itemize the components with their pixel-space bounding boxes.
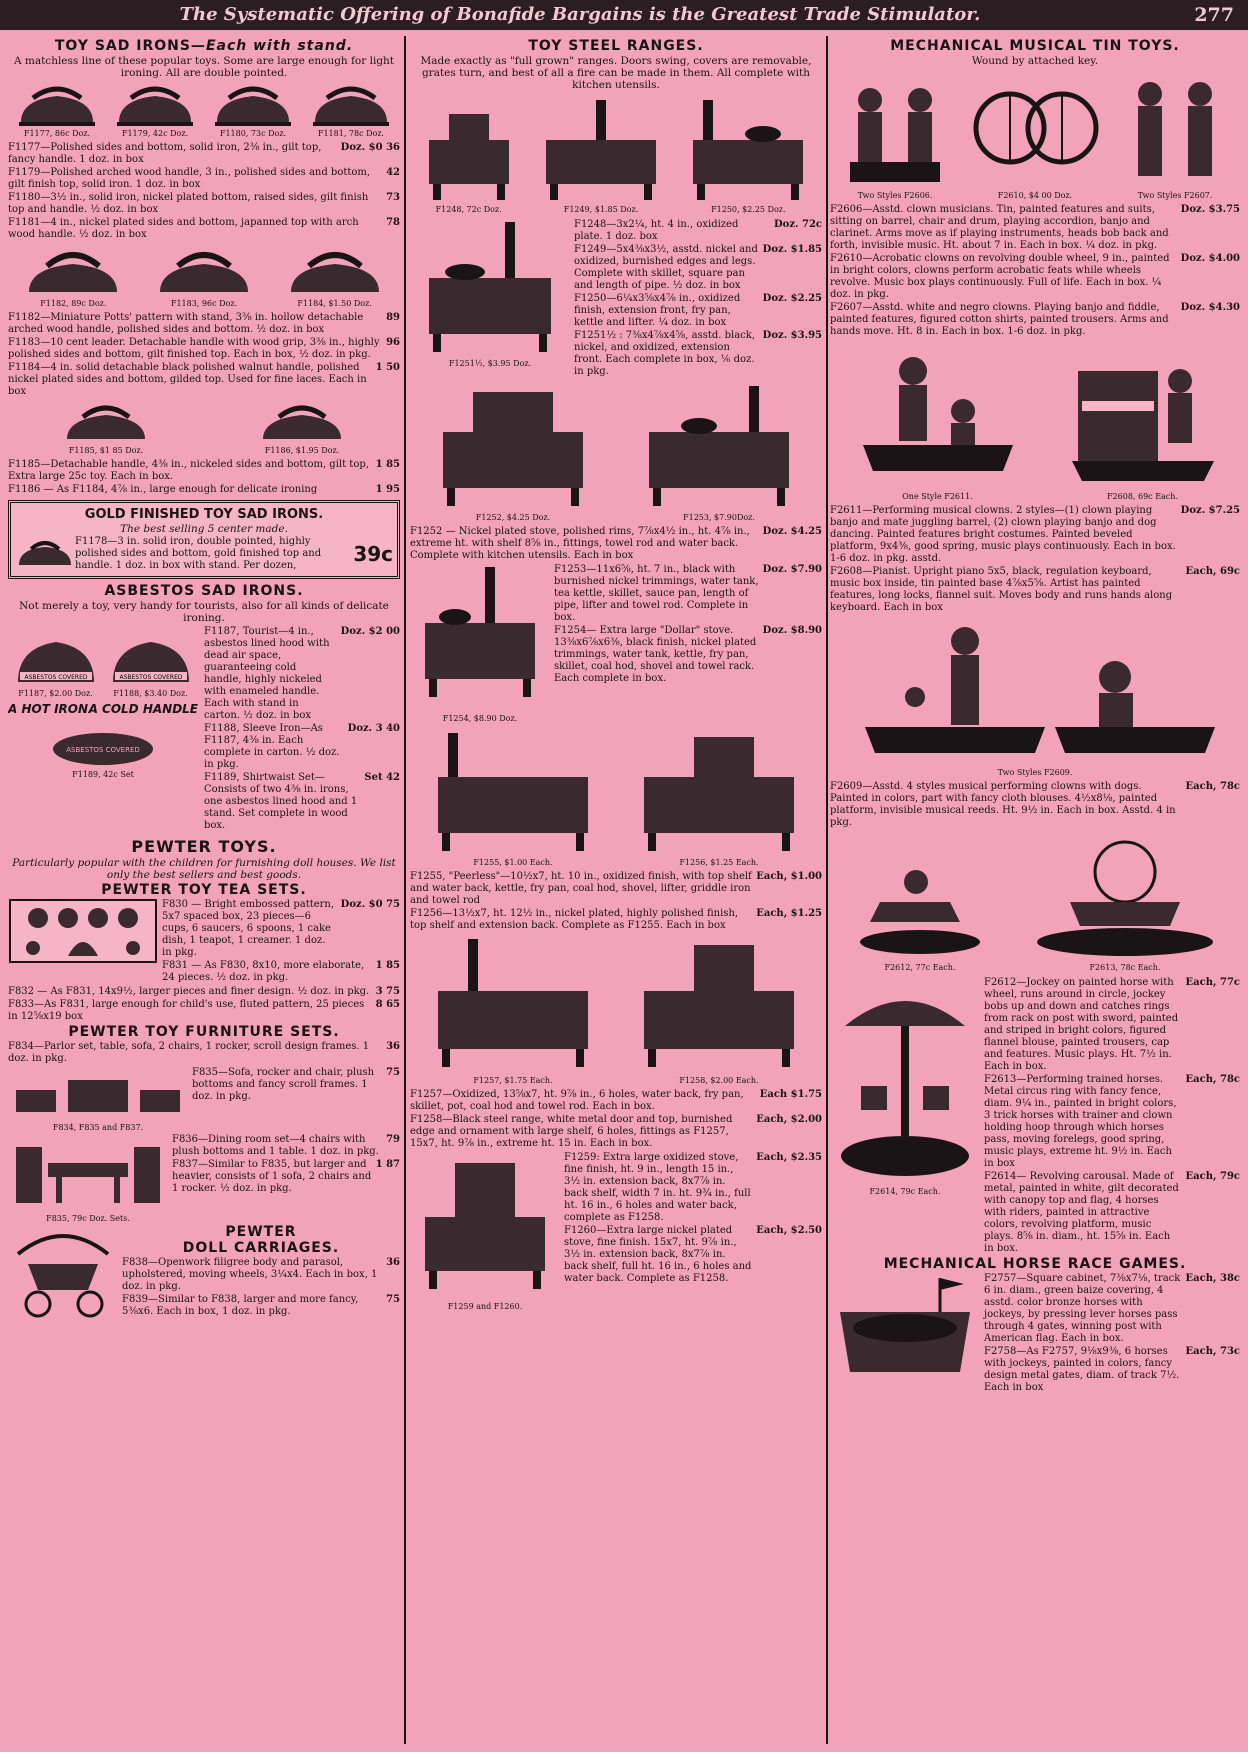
price-entry: F2609—Asstd. 4 styles musical performing clowns with dogs. Painted in colors, part with fancy cloth blouses. 4½x8⅛, painted platform, invisible musical reeds. Ht. 9½ in. Each in box. Asstd. 4 in pkg. Each, 78c bbox=[830, 781, 1240, 828]
range-entries bbox=[550, 563, 822, 724]
range-block bbox=[410, 563, 822, 724]
clowns-with-dogs-cut: Two Styles F2609. bbox=[845, 617, 1225, 778]
iron-cut: F1179, 42c Doz. bbox=[113, 82, 197, 139]
price-entry: F1251½ : 7⅜x4⅞x4⅝, asstd. black, nickel, and oxidized, extension front. Each complete in box, ⅙ doz. in pkg. Doz. $3.95 bbox=[574, 330, 822, 377]
pianist-cut: F2608, 69c Each. bbox=[1068, 341, 1218, 502]
toy-sad-irons-section bbox=[8, 38, 400, 496]
tea-set-illustration bbox=[8, 898, 158, 964]
range-illustrations bbox=[410, 382, 822, 523]
range-entries bbox=[570, 218, 822, 379]
iron-cut: F1184, $1.50 Doz. bbox=[285, 244, 385, 309]
range-cut: F1250, $2.25 Doz. bbox=[683, 94, 813, 215]
price-entry: F1183—10 cent leader. Detachable handle with wood grip, 3⅜ in., highly polished sides and bottom, gilt finished top. Each in box, ½ doz. in pkg. 96 bbox=[8, 337, 400, 360]
iron-cut: F1186, $1.95 Doz. bbox=[257, 401, 347, 456]
price-entry: F1182—Miniature Potts' pattern with stand, 3⅜ in. hollow detachable arched wood handle, polished sides and bottom. ½ doz. in box 89 bbox=[8, 312, 400, 335]
range-cut: F1255, $1.00 Each. bbox=[428, 727, 598, 868]
furniture-block bbox=[8, 1066, 400, 1133]
section-title: TOY STEEL RANGES. bbox=[528, 38, 704, 54]
section-title: PEWTER TOY FURNITURE SETS. bbox=[68, 1024, 340, 1040]
asbestos-iron-cut: ASBESTOS COVERED F1188, $3.40 Doz. bbox=[107, 628, 195, 699]
price-entry: F1186 — As F1184, 4⅞ in., large enough for delicate ironing 1 95 bbox=[8, 484, 400, 495]
price-entry: F1256—13½x7, ht. 12½ in., nickel plated, highly polished finish, top shelf and extension back. Complete as F1255. Each in box Each, $1.25 bbox=[410, 908, 822, 931]
price-entry: F1187, Tourist—4 in., asbestos lined hood with dead air space, guaranteeing cold handle, highly nickeled with enameled handle. Each with stand in carton. ½ doz. in box Doz. $2 00 bbox=[204, 626, 400, 721]
section-intro: Made exactly as "full grown" ranges. Doors swing, covers are removable, grates turn, and best of all a fire can be made in them. All complete with kitchen utensils. bbox=[420, 55, 812, 91]
column-middle bbox=[410, 38, 822, 1744]
price-entry: F836—Dining room set—4 chairs with plush bottoms and 1 table. 1 doz. in pkg. 79 bbox=[172, 1134, 400, 1157]
price-entry: F832 — As F831, 14x9½, larger pieces and finer design. ½ doz. in pkg. 3 75 bbox=[8, 986, 400, 997]
column-right bbox=[830, 38, 1240, 1744]
price-entry: F1188, Sleeve Iron—As F1187, 4⅜ in. Each complete in carton. ½ doz. in pkg. Doz. 3 40 bbox=[204, 723, 400, 770]
section-title: TOY SAD IRONS—Each with stand. bbox=[54, 38, 354, 54]
price-entry: F835—Sofa, rocker and chair, plush bottoms and fancy scroll frames. 1 doz. in pkg. 75 bbox=[192, 1067, 400, 1102]
asbestos-illustrations bbox=[8, 625, 198, 833]
carriage-entries bbox=[118, 1224, 400, 1320]
price-entry: F1248—3x2¼, ht. 4 in., oxidized plate. 1 doz. box Doz. 72c bbox=[574, 219, 822, 242]
price-entry: F2612—Jockey on painted horse with wheel, runs around in circle, jockey bobs up and down and catches rings from rack on post with sword, painted and striped in bright colors, figured flannel blouse, painted trousers, cap and features. Music plays. Ht. 7½ in. Each in box. Each, 77c bbox=[984, 977, 1240, 1072]
tea-entries bbox=[158, 898, 400, 985]
price-entry: F1260—Extra large nickel plated stove, fine finish. 15x7, ht. 9⅞ in., 3½ in. extension back, 8x7⅞ in. back shelf, full ht. 16 in., 6 holes and water back. Complete as F1258. Each, $2.50 bbox=[564, 1225, 822, 1284]
section-title: GOLD FINISHED TOY SAD IRONS. bbox=[84, 507, 324, 522]
price-entry: F1252 — Nickel plated stove, polished rims, 7⅞x4½ in., ht. 4⅞ in., extreme ht. with shelf 8⅝ in., fittings, towel rod and water back. Complete with kitchen utensils. Each in box Doz. $4.25 bbox=[410, 526, 822, 561]
range-cut: F1257, $1.75 Each. bbox=[428, 935, 598, 1086]
price-entry: F1255, "Peerless"—10½x7, ht. 10 in., oxidized finish, with top shelf and water back, kettle, fry pan, coal hod, shovel, lifter, griddle iron and towel rod Each, $1.00 bbox=[410, 871, 822, 906]
gold-sad-irons-box bbox=[8, 500, 400, 579]
asbestos-iron-cut: ASBESTOS COVERED F1187, $2.00 Doz. bbox=[12, 628, 100, 699]
section-title: MECHANICAL HORSE RACE GAMES. bbox=[883, 1256, 1187, 1272]
page-number: 277 bbox=[1194, 4, 1234, 26]
iron-illustrations bbox=[8, 244, 400, 309]
clown-musicians-cut: Two Styles F2607. bbox=[1120, 70, 1230, 201]
cover-label: ASBESTOS COVERED bbox=[66, 746, 140, 754]
range-cut: F1248, 72c Doz. bbox=[419, 94, 519, 215]
horse-race-illustration bbox=[830, 1272, 980, 1382]
price-entry: F1257—Oxidized, 13⅝x7, ht. 9⅞ in., 6 holes, water back, fry pan, skillet, pot, coal hod and towel rod. Each in box. Each $1.75 bbox=[410, 1089, 822, 1112]
price-entry: F2607—Asstd. white and negro clowns. Playing banjo and fiddle, painted features, figured cotton shirts, painted trousers. Arms and hands move. Ht. 8 in. Each in box. 1-6 doz. in pkg. Doz. $4.30 bbox=[830, 302, 1240, 337]
clown-musicians-cut: Two Styles F2606. bbox=[840, 70, 950, 201]
gold-iron-icon bbox=[15, 537, 75, 571]
iron-cut: F1180, 73c Doz. bbox=[211, 82, 295, 139]
carousel-block bbox=[830, 976, 1240, 1256]
price-entry: F1258—Black steel range, white metal door and top, burnished edge and ornament with large shelf, 6 holes, fittings as F1257, 15x7, ht. 9⅞ in., extreme ht. 15 in. Each in box. Each, $2.00 bbox=[410, 1114, 822, 1149]
carriage-block bbox=[8, 1224, 400, 1320]
iron-illustrations bbox=[8, 82, 400, 139]
price-entry: F1184—4 in. solid detachable black polished walnut handle, polished nickel plated sides and bottom, gilded top. Used for fine laces. Each in box 1 50 bbox=[8, 362, 400, 397]
price-entry: F2610—Acrobatic clowns on revolving double wheel, 9 in., painted in bright colors, clowns perform acrobatic feats while wheels revolve. Music box plays continuously. Full of life. Each in box. ¼ doz. in pkg. Doz. $4.00 bbox=[830, 253, 1240, 300]
section-title: PEWTER TOY TEA SETS. bbox=[101, 882, 307, 898]
trained-horses-cut: F2613, 78c Each. bbox=[1030, 832, 1220, 973]
price-entry: F1254— Extra large "Dollar" stove. 13⅜x6⅞x6⅜, black finish, nickel plated trimmings, water tank, kettle, fry pan, skillet, coal hod, shovel and towel rack. Each complete in box. Doz. $8.90 bbox=[554, 625, 822, 684]
asbestos-section bbox=[8, 583, 400, 833]
section-subtitle: The best selling 5 center made. bbox=[120, 523, 288, 535]
section-intro: Particularly popular with the children for furnishing doll houses. We list only the best sellers and best goods. bbox=[12, 857, 396, 881]
range-cut: F1258, $2.00 Each. bbox=[634, 935, 804, 1086]
range-cut: F1251½, $3.95 Doz. bbox=[410, 218, 570, 379]
dining-set-cut: F835, 79c Doz. Sets. bbox=[8, 1133, 168, 1224]
running-title: The Systematic Offering of Bonafide Bargains is the Greatest Trade Stimulator. bbox=[179, 4, 981, 25]
price-entry: F2613—Performing trained horses. Metal circus ring with fancy fence, diam. 9¼ in., painted in bright colors, 3 trick horses with trainer and clown holding hoop through which horses pass, moving forelegs, good spring, music plays, extreme ht. 9½ in. Each in box Each, 78c bbox=[984, 1074, 1240, 1169]
price-entry: F2614— Revolving carousal. Made of metal, painted in white, gilt decorated with canopy top and flag, 4 horses with riders, painted in attractive colors, revolving platform, music plays. 8⅝ in. diam., ht. 15⅝ in. Each in box. Each, 79c bbox=[984, 1171, 1240, 1254]
column-rule bbox=[404, 36, 406, 1744]
range-cut: F1254, $8.90 Doz. bbox=[410, 563, 550, 724]
price-entry: F2611—Performing musical clowns. 2 styles—(1) clown playing banjo and mate juggling barrel, (2) clown playing banjo and dog dancing. Painted features bright costumes. Painted beveled platform, 9x4⅜, good spring, music plays continuously. Each in box. 1-6 doz. in pkg. asstd. Doz. $7.25 bbox=[830, 505, 1240, 564]
section-title: DOLL CARRIAGES. bbox=[182, 1240, 340, 1256]
column-rule bbox=[826, 36, 828, 1744]
price-entry: F1179—Polished arched wood handle, 3 in., polished sides and bottom, gilt finish top, solid iron. 1 doz. in box 42 bbox=[8, 167, 400, 190]
musical-toys-section bbox=[830, 38, 1240, 1395]
range-cut: F1256, $1.25 Each. bbox=[634, 727, 804, 868]
price-entry: F1180—3½ in., solid iron, nickel plated bottom, raised sides, gilt finish top and handle. ½ doz. in box 73 bbox=[8, 192, 400, 215]
iron-cut: F1181, 78c Doz. bbox=[309, 82, 393, 139]
range-illustrations bbox=[410, 935, 822, 1086]
range-block bbox=[410, 218, 822, 379]
price-entry: F1253—11x6⅝, ht. 7 in., black with burnished nickel trimmings, water tank, tea kettle, skillet, sauce pan, length of pipe, lifter and towel rod. Complete in box. Doz. $7.90 bbox=[554, 564, 822, 623]
section-title: ASBESTOS SAD IRONS. bbox=[104, 583, 304, 599]
furniture-cut: F834, F835 and F837. bbox=[8, 1066, 188, 1133]
musical-illustrations bbox=[830, 341, 1240, 502]
section-title: PEWTER bbox=[225, 1224, 297, 1240]
cover-label: ASBESTOS COVERED bbox=[23, 674, 88, 681]
price-entry: F1181—4 in., nickel plated sides and bottom, japanned top with arch wood handle. ½ doz. in box 78 bbox=[8, 217, 400, 240]
range-cut: F1253, $7.90Doz. bbox=[639, 382, 799, 523]
section-intro: Not merely a toy, very handy for tourists, also for all kinds of delicate ironing. bbox=[19, 600, 389, 624]
section-intro: A matchless line of these popular toys. Some are large enough for light ironing. All are double pointed. bbox=[13, 55, 395, 79]
price-entry: F2757—Square cabinet, 7⅜x7⅛, track 6 in. diam., green baize covering, 4 asstd. color bronze horses with jockeys, by pressing lever horses pass through 4 gates, winning post with American flag. Each in box. Each, 38c bbox=[984, 1273, 1240, 1344]
iron-cut: F1185, $1 85 Doz. bbox=[61, 401, 151, 456]
tea-block bbox=[8, 898, 400, 985]
price-entry: F1185—Detachable handle, 4⅜ in., nickeled sides and bottom, gilt top, Extra large 25c toy. Each in box. 1 85 bbox=[8, 459, 400, 482]
musical-illustrations bbox=[830, 617, 1240, 778]
asbestos-cuts bbox=[8, 628, 198, 699]
price-entry: F1189, Shirtwaist Set—Consists of two 4⅜ in. irons, one asbestos lined hood and 1 stand. Set complete in wood box. Set 42 bbox=[204, 772, 400, 831]
section-title: PEWTER TOYS. bbox=[131, 837, 277, 856]
gold-entry: F1178—3 in. solid iron, double pointed, highly polished sides and bottom, gold finished top and handle. 1 doz. in box with stand. Per dozen, 39c bbox=[15, 536, 393, 572]
price-entry: F1259: Extra large oxidized stove, fine finish, ht. 9 in., length 15 in., 3½ in. extension back, 8x7⅞ in. back shelf, width 7 in. ht. 9¾ in., full ht. 16 in., 6 holes and water back, complete as F1258. Each, $2.35 bbox=[564, 1152, 822, 1223]
iron-cut: F1183, 96c Doz. bbox=[154, 244, 254, 309]
doll-carriage-illustration bbox=[8, 1224, 118, 1320]
price-entry: F2758—As F2757, 9⅛x9⅜, 6 horses with jockeys, painted in colors, fancy design metal gates, diam. of track 7½. Each in box Each, 73c bbox=[984, 1346, 1240, 1393]
range-block bbox=[410, 1151, 822, 1312]
asbestos-entries bbox=[198, 625, 400, 833]
gold-price: 39c bbox=[353, 542, 393, 566]
horse-race-entries bbox=[980, 1272, 1240, 1395]
stamps bbox=[8, 702, 198, 716]
asbestos-cuts bbox=[8, 719, 198, 780]
horse-race-block bbox=[830, 1272, 1240, 1395]
range-illustrations bbox=[410, 727, 822, 868]
carousel-cut: F2614, 79c Each. bbox=[830, 976, 980, 1256]
jockey-cut: F2612, 77c Each. bbox=[850, 842, 990, 973]
hot-iron-stamp: A HOT IRON bbox=[8, 702, 89, 716]
asbestos-block bbox=[8, 625, 400, 833]
iron-cut: F1182, 89c Doz. bbox=[23, 244, 123, 309]
musical-illustrations bbox=[830, 70, 1240, 201]
price-entry: F831 — As F830, 8x10, more elaborate, 24 pieces. ½ doz. in pkg. 1 85 bbox=[162, 960, 400, 983]
acrobat-wheel-cut: F2610, $4 00 Doz. bbox=[970, 70, 1100, 201]
price-entry: F833—As F831, large enough for child's use, fluted pattern, 25 pieces in 12⅝x19 box 8 65 bbox=[8, 999, 400, 1022]
price-entry: F830 — Bright embossed pattern, 5x7 spaced box, 23 pieces—6 cups, 6 saucers, 6 spoons, 1 cake dish, 1 teapot, 1 creamer. 1 doz. in pkg. Doz. $0 75 bbox=[162, 899, 400, 958]
asbestos-set-cut: ASBESTOS COVERED F1189, 42c Set bbox=[48, 719, 158, 780]
price-entry: F838—Openwork filigree body and parasol, upholstered, moving wheels, 3¼x4. Each in box, 1 doz. in pkg. 36 bbox=[122, 1257, 400, 1292]
price-entry: F1250—6¼x3⅝x4⅞ in., oxidized finish, extension front, fry pan, kettle and lifter. ¼ doz. in box Doz. $2.25 bbox=[574, 293, 822, 328]
range-cut: F1259 and F1260. bbox=[410, 1151, 560, 1312]
price-entry: F837—Similar to F835, but larger and heavier, consists of 1 sofa, 2 chairs and 1 rocker. ½ doz. in pkg. 1 87 bbox=[172, 1159, 400, 1194]
range-illustrations bbox=[410, 94, 822, 215]
price-entry: F839—Similar to F838, larger and more fancy, 5⅜x6. Each in box, 1 doz. in pkg. 75 bbox=[122, 1294, 400, 1317]
column-left bbox=[8, 38, 400, 1744]
furniture-block bbox=[8, 1133, 400, 1224]
iron-illustrations bbox=[8, 401, 400, 456]
cold-handle-stamp: A COLD HANDLE bbox=[88, 702, 198, 716]
section-subtitle: Wound by attached key. bbox=[971, 55, 1099, 67]
performing-clowns-cut: One Style F2611. bbox=[853, 341, 1023, 502]
furniture-entries bbox=[188, 1066, 400, 1133]
furniture-entries bbox=[168, 1133, 400, 1224]
toy-steel-ranges-section bbox=[410, 38, 822, 1312]
price-entry: F2606—Asstd. clown musicians. Tin, painted features and suits, sitting on barrel, chair and drum, playing accordion, banjo and clarinet. Arms move as if playing instruments, heads bob back and forth, invisible music. Ht. about 7 in. Each in box. ¼ doz. in pkg. Doz. $3.75 bbox=[830, 204, 1240, 251]
price-entry: F2608—Pianist. Upright piano 5x5, black, regulation keyboard, music box inside, tin painted base 4⅞x5⅝. Artist has painted features, long locks, flannel suit. Moves body and runs hands along keyboard. Each in box Each, 69c bbox=[830, 566, 1240, 613]
range-entries bbox=[560, 1151, 822, 1312]
iron-cut: F1177, 86c Doz. bbox=[15, 82, 99, 139]
range-cut: F1252, $4.25 Doz. bbox=[433, 382, 593, 523]
range-cut: F1249, $1.85 Doz. bbox=[536, 94, 666, 215]
pewter-section bbox=[8, 837, 400, 1320]
carousel-entries bbox=[980, 976, 1240, 1256]
price-entry: F1249—5x4⅜x3½, asstd. nickel and oxidized, burnished edges and legs. Complete with skillet, square pan and length of pipe. ½ doz. in box Doz. $1.85 bbox=[574, 244, 822, 291]
price-entry: F834—Parlor set, table, sofa, 2 chairs, 1 rocker, scroll design frames. 1 doz. in pkg. 36 bbox=[8, 1041, 400, 1064]
cover-label: ASBESTOS COVERED bbox=[118, 674, 183, 681]
musical-illustrations bbox=[830, 832, 1240, 973]
page-header bbox=[0, 0, 1248, 30]
section-title: MECHANICAL MUSICAL TIN TOYS. bbox=[890, 38, 1180, 54]
price-entry: F1177—Polished sides and bottom, solid iron, 2⅜ in., gilt top, fancy handle. 1 doz. in box Doz. $0 36 bbox=[8, 142, 400, 165]
